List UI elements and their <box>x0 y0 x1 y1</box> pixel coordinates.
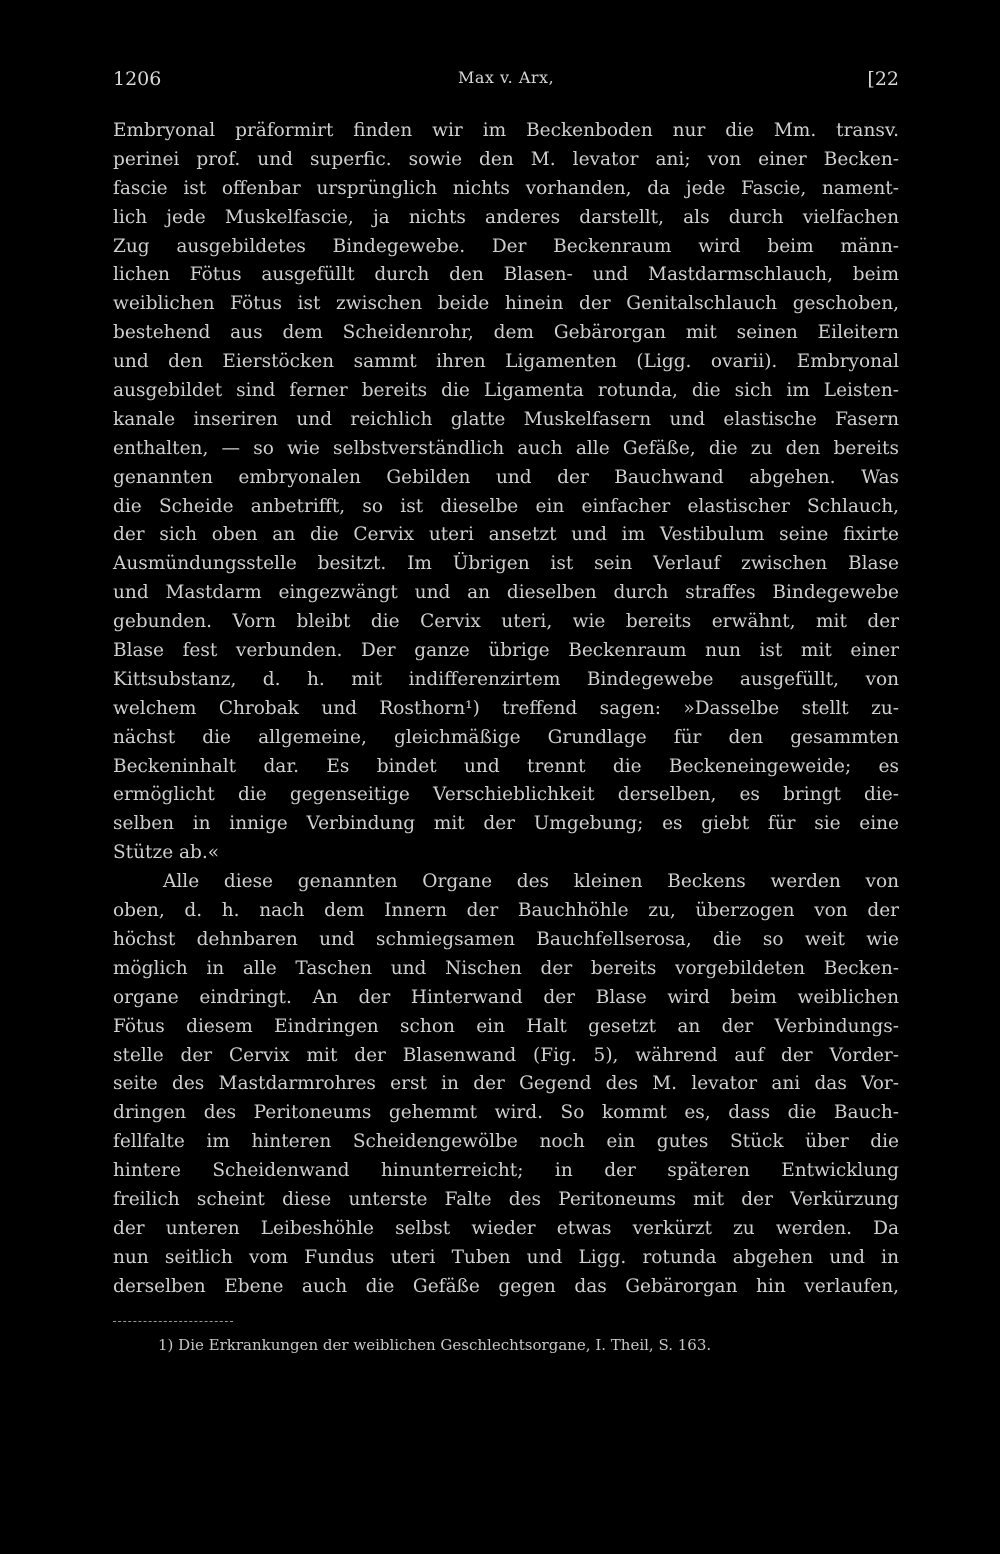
text-line: lich jede Muskelfascie, ja nichts anderes darstellt, als durch vielfachen <box>113 206 899 228</box>
text-line: kanale inseriren und reichlich glatte Muskelfasern und elastische Fasern <box>113 408 899 430</box>
text-line: und den Eierstöcken sammt ihren Ligamenten (Ligg. ovarii). Embryonal <box>113 351 899 373</box>
running-title: Max v. Arx, <box>458 68 555 87</box>
footnote: 1) Die Erkrankungen der weiblichen Geschlechtsorgane, I. Theil, S. 163. <box>158 1336 712 1354</box>
text-line: Kittsubstanz, d. h. mit indifferenzirtem Bindegewebe ausgefüllt, von <box>113 668 899 690</box>
text-line: Zug ausgebildetes Bindegewebe. Der Beckenraum wird beim männ- <box>113 235 899 257</box>
text-line: selben in innige Verbindung mit der Umgebung; es giebt für sie eine <box>113 813 899 835</box>
footnote-rule <box>113 1321 233 1322</box>
text-line: Stütze ab.« <box>113 842 220 864</box>
text-line: lichen Fötus ausgefüllt durch den Blasen- und Mastdarmschlauch, beim <box>113 264 899 286</box>
text-line: und Mastdarm eingezwängt und an dieselben durch straffes Bindegewebe <box>113 582 899 604</box>
text-line: der unteren Leibeshöhle selbst wieder etwas verkürzt zu werden. Da <box>113 1217 899 1239</box>
text-line: nächst die allgemeine, gleichmäßige Grundlage für den gesammten <box>113 726 899 748</box>
text-line: ausgebildet sind ferner bereits die Ligamenta rotunda, die sich im Leisten- <box>113 380 899 402</box>
section-number: [22 <box>867 68 899 90</box>
text-line: stelle der Cervix mit der Blasenwand (Fig. 5), während auf der Vorder- <box>113 1044 899 1066</box>
text-line: Blase fest verbunden. Der ganze übrige Beckenraum nun ist mit einer <box>113 640 899 662</box>
text-line: höchst dehnbaren und schmiegsamen Bauchfellserosa, die so weit wie <box>113 928 899 950</box>
body-text <box>113 117 899 1302</box>
text-line: enthalten, — so wie selbstverständlich auch alle Gefäße, die zu den bereits <box>113 437 899 459</box>
text-line: derselben Ebene auch die Gefäße gegen das Gebärorgan hin verlaufen, <box>113 1275 899 1297</box>
text-line: Ausmündungsstelle besitzt. Im Übrigen ist sein Verlauf zwischen Blase <box>113 553 899 575</box>
page-header <box>113 68 899 94</box>
text-line: Beckeninhalt dar. Es bindet und trennt die Beckeneingeweide; es <box>113 755 899 777</box>
text-line: Alle diese genannten Organe des kleinen Beckens werden von <box>163 871 899 893</box>
text-line: Fötus diesem Eindringen schon ein Halt gesetzt an der Verbindungs- <box>113 1015 899 1037</box>
text-line: ermöglicht die gegenseitige Verschieblichkeit derselben, es bringt die- <box>113 784 899 806</box>
text-line: dringen des Peritoneums gehemmt wird. So kommt es, dass die Bauch- <box>113 1102 899 1124</box>
text-line: organe eindringt. An der Hinterwand der Blase wird beim weiblichen <box>113 986 899 1008</box>
page-number: 1206 <box>113 68 162 90</box>
text-line: die Scheide anbetrifft, so ist dieselbe ein einfacher elastischer Schlauch, <box>113 495 899 517</box>
text-line: bestehend aus dem Scheidenrohr, dem Gebärorgan mit seinen Eileitern <box>113 322 899 344</box>
text-line: der sich oben an die Cervix uteri ansetzt und im Vestibulum seine fixirte <box>113 524 899 546</box>
text-line: oben, d. h. nach dem Innern der Bauchhöhle zu, überzogen von der <box>113 900 899 922</box>
text-line: fellfalte im hinteren Scheidengewölbe noch ein gutes Stück über die <box>113 1131 899 1153</box>
text-line: seite des Mastdarmrohres erst in der Gegend des M. levator ani das Vor- <box>113 1073 899 1095</box>
text-line: welchem Chrobak und Rosthorn¹) treffend sagen: »Dasselbe stellt zu- <box>113 697 899 719</box>
text-line: freilich scheint diese unterste Falte des Peritoneums mit der Verkürzung <box>113 1188 899 1210</box>
text-line: möglich in alle Taschen und Nischen der bereits vorgebildeten Becken- <box>113 957 899 979</box>
text-line: gebunden. Vorn bleibt die Cervix uteri, wie bereits erwähnt, mit der <box>113 611 899 633</box>
text-line: perinei prof. und superfic. sowie den M. levator ani; von einer Becken- <box>113 148 899 170</box>
text-line: Embryonal präformirt finden wir im Beckenboden nur die Mm. transv. <box>113 120 899 141</box>
text-line: weiblichen Fötus ist zwischen beide hinein der Genitalschlauch geschoben, <box>113 293 899 315</box>
text-line: nun seitlich vom Fundus uteri Tuben und Ligg. rotunda abgehen und in <box>113 1246 899 1268</box>
text-line: fascie ist offenbar ursprünglich nichts vorhanden, da jede Fascie, nament- <box>113 177 899 199</box>
text-line: hintere Scheidenwand hinunterreicht; in der späteren Entwicklung <box>113 1160 899 1182</box>
text-line: genannten embryonalen Gebilden und der Bauchwand abgehen. Was <box>113 466 899 488</box>
